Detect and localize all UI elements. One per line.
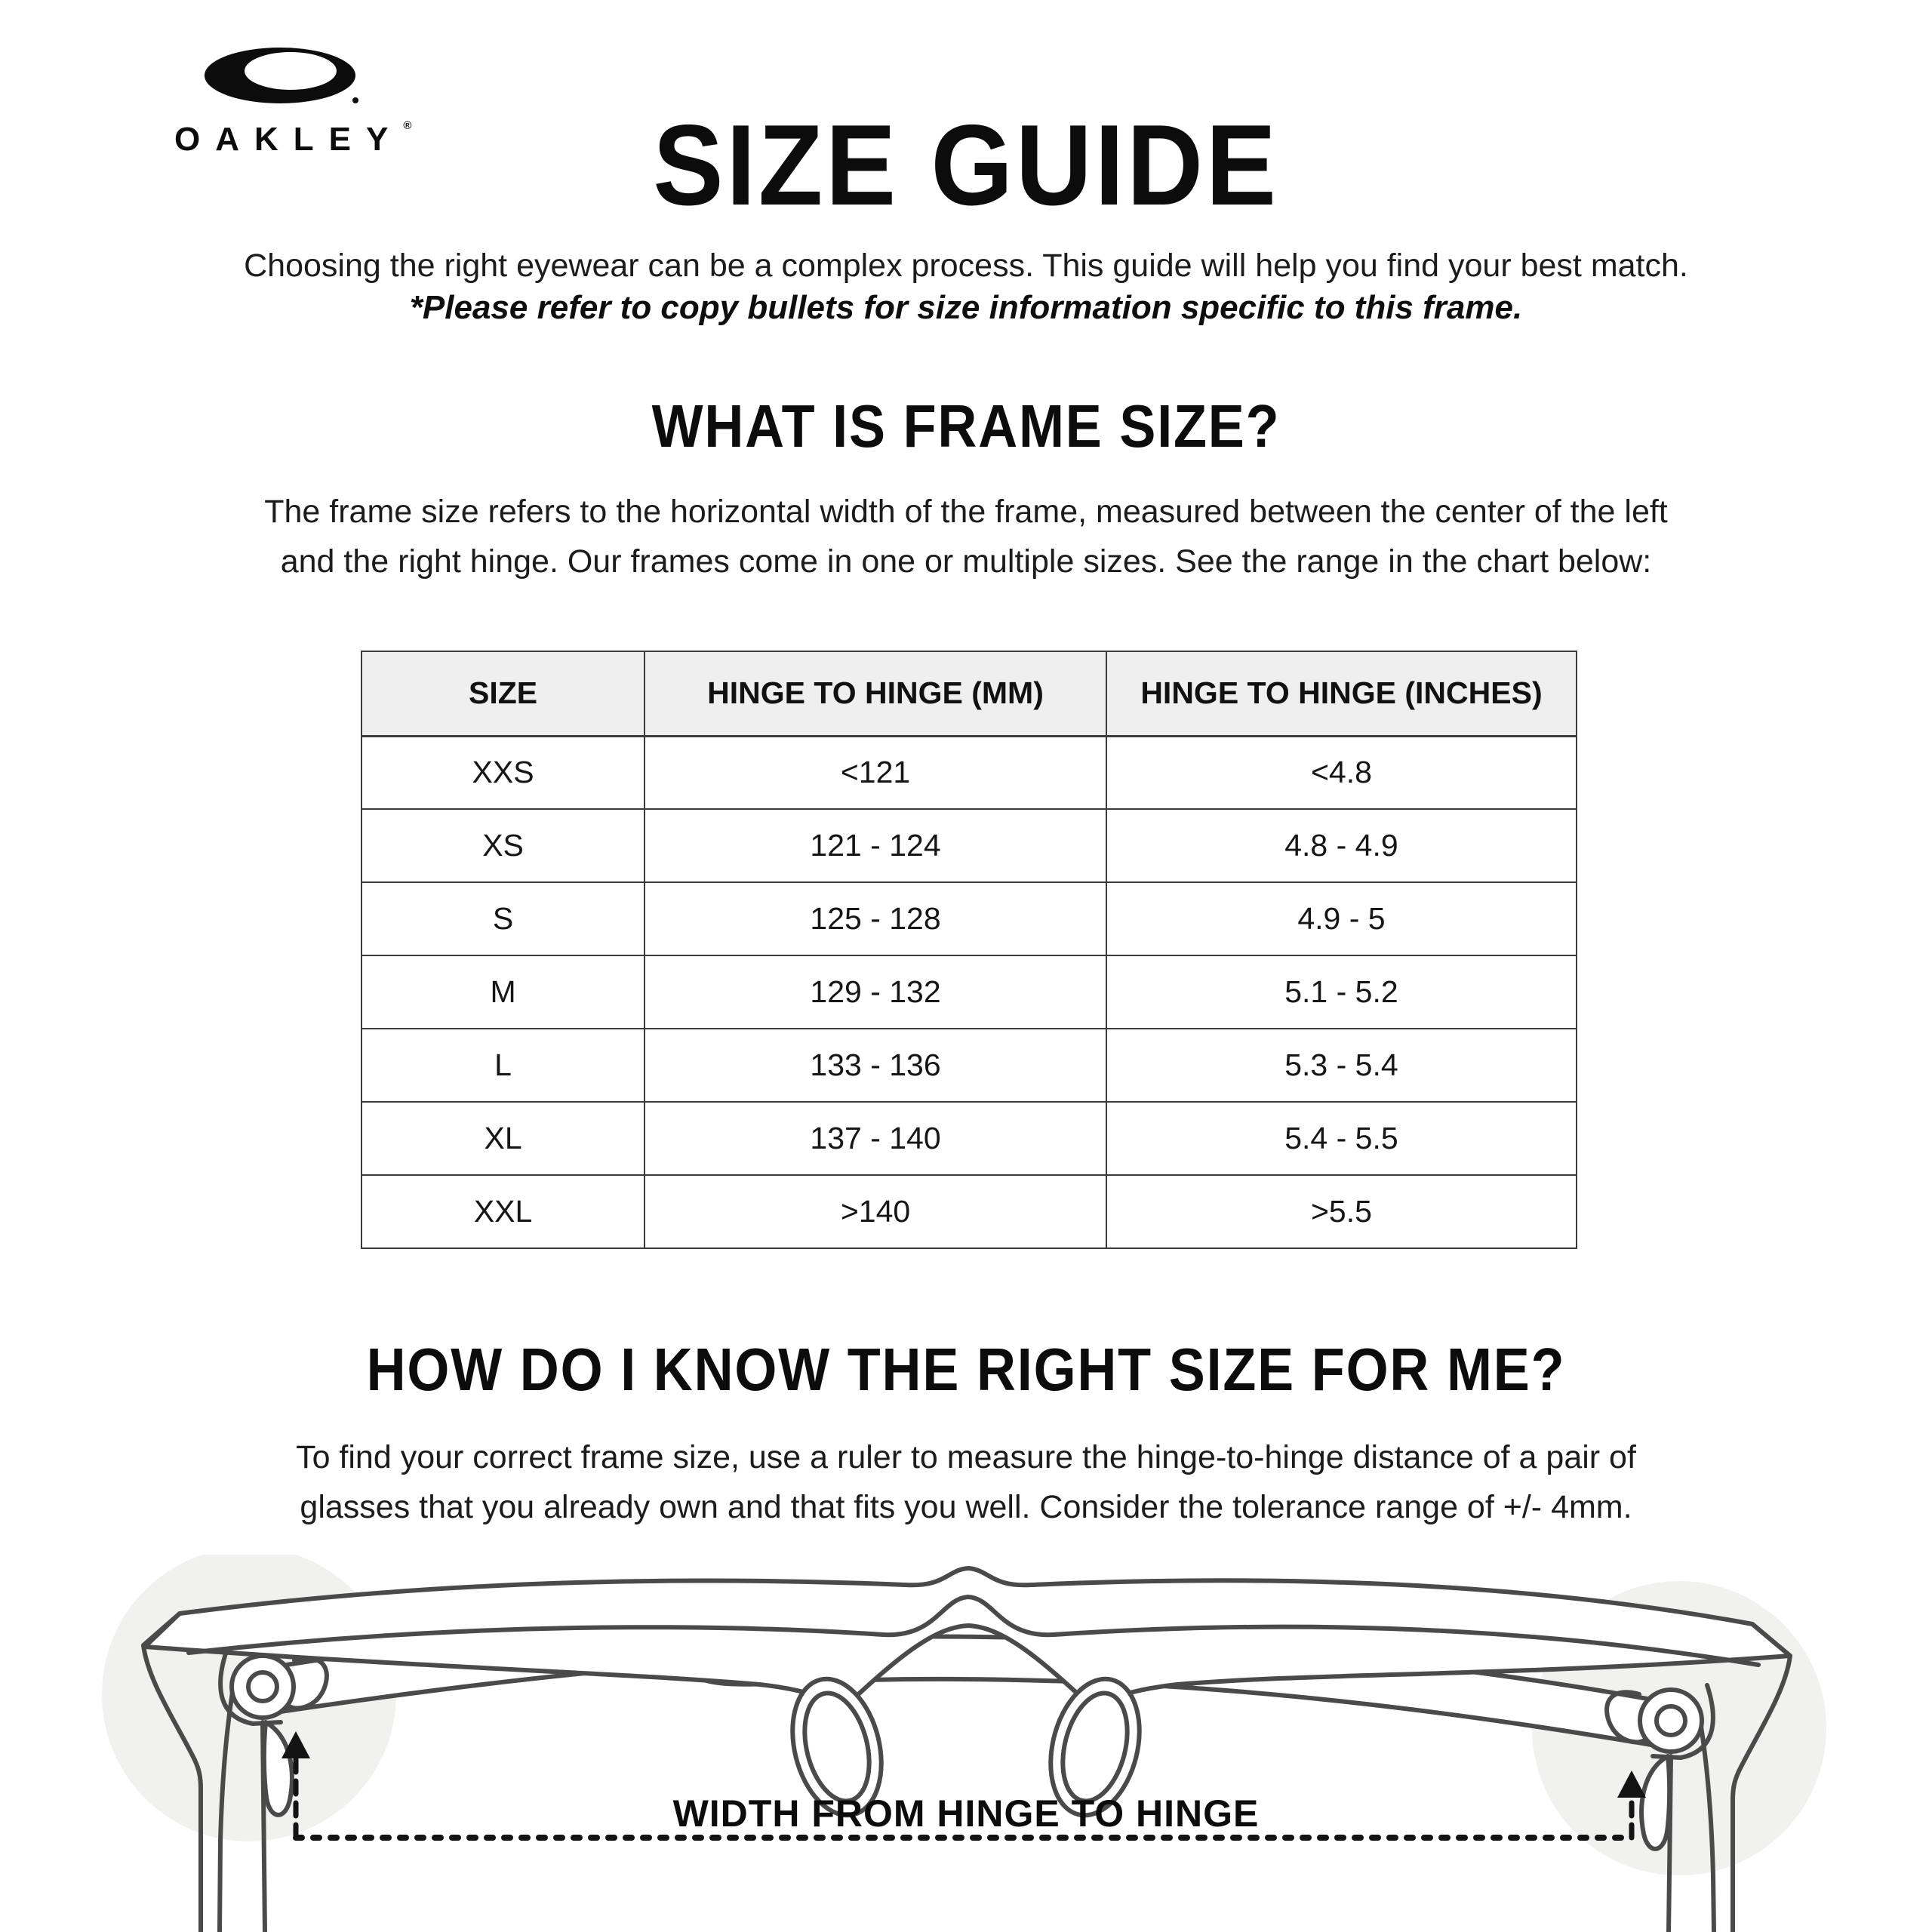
inches-cell: 4.8 - 4.9 [1106, 809, 1577, 882]
inches-cell: 5.4 - 5.5 [1106, 1102, 1577, 1175]
table-row [361, 736, 1577, 809]
inches-cell: <4.8 [1106, 736, 1577, 809]
table-row [361, 882, 1577, 955]
right-size-description [0, 1432, 1932, 1532]
size-cell: S [361, 882, 645, 955]
size-cell: M [361, 955, 645, 1029]
mm-cell: <121 [645, 736, 1106, 809]
mm-cell: >140 [645, 1175, 1106, 1248]
inches-cell: 5.3 - 5.4 [1106, 1029, 1577, 1102]
inches-cell: 5.1 - 5.2 [1106, 955, 1577, 1029]
page-title: SIZE GUIDE [653, 101, 1279, 229]
mm-column-header: HINGE TO HINGE (MM) [645, 651, 1106, 736]
right-size-description-line1: To find your correct frame size, use a ruler to measure the hinge-to-hinge distance of a pair of [296, 1439, 1636, 1475]
table-row [361, 955, 1577, 1029]
frame-size-heading: WHAT IS FRAME SIZE? [651, 392, 1281, 460]
size-column-header: SIZE [361, 651, 645, 736]
intro-text: Choosing the right eyewear can be a complex process. This guide will help you find your best match. [244, 248, 1688, 284]
mm-cell: 121 - 124 [645, 809, 1106, 882]
registered-mark: ® [403, 119, 412, 132]
oakley-ellipse-icon [202, 45, 361, 112]
inches-cell: 4.9 - 5 [1106, 882, 1577, 955]
size-cell: XL [361, 1102, 645, 1175]
table-row [361, 1029, 1577, 1102]
registered-dot [352, 97, 358, 103]
hinge-diagram [0, 1555, 1932, 1932]
inches-cell: >5.5 [1106, 1175, 1577, 1248]
frame-size-description [0, 487, 1932, 586]
diagram-label: WIDTH FROM HINGE TO HINGE [672, 1792, 1260, 1835]
frame-size-description-line1: The frame size refers to the horizontal width of the frame, measured between the center of the left [264, 494, 1668, 530]
right-size-description-line2: glasses that you already own and that fits you well. Consider the tolerance range of +/- 4mm. [300, 1489, 1632, 1525]
table-header-row [361, 651, 1577, 736]
brand-name: OAKLEY [174, 121, 404, 158]
size-cell: XXS [361, 736, 645, 809]
size-cell: L [361, 1029, 645, 1102]
mm-cell: 137 - 140 [645, 1102, 1106, 1175]
mm-cell: 129 - 132 [645, 955, 1106, 1029]
table-row [361, 1175, 1577, 1248]
frame-size-description-line2: and the right hinge. Our frames come in one or multiple sizes. See the range in the chart below: [280, 543, 1652, 580]
mm-cell: 133 - 136 [645, 1029, 1106, 1102]
size-cell: XS [361, 809, 645, 882]
table-row [361, 809, 1577, 882]
table-row [361, 1102, 1577, 1175]
mm-cell: 125 - 128 [645, 882, 1106, 955]
glasses-top-view-illustration [0, 1555, 1932, 1932]
right-size-heading: HOW DO I KNOW THE RIGHT SIZE FOR ME? [366, 1336, 1566, 1403]
size-cell: XXL [361, 1175, 645, 1248]
intro-note: *Please refer to copy bullets for size information specific to this frame. [409, 289, 1523, 326]
size-table [361, 651, 1577, 1249]
inches-column-header: HINGE TO HINGE (INCHES) [1106, 651, 1577, 736]
